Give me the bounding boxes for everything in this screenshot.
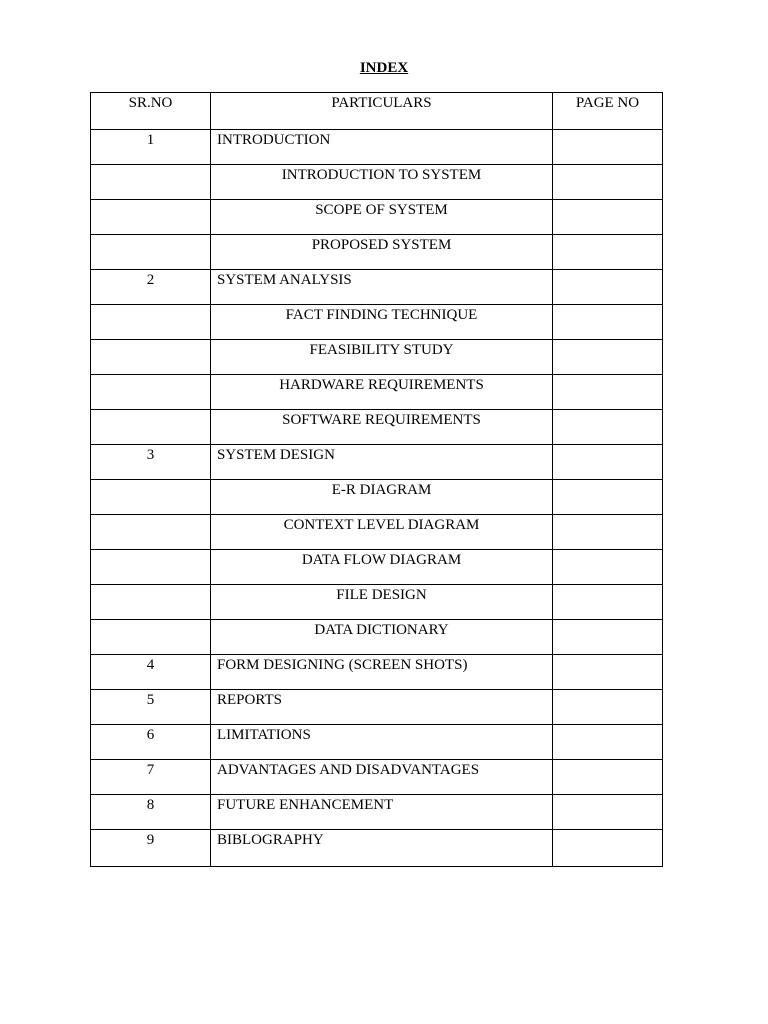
row-sub-topic: FEASIBILITY STUDY <box>211 340 553 375</box>
row-sub-topic: SOFTWARE REQUIREMENTS <box>211 410 553 445</box>
row-sr-no <box>91 375 211 410</box>
row-sr-no: 4 <box>91 655 211 690</box>
table-row <box>91 690 663 725</box>
header-particulars: PARTICULARS <box>211 93 553 130</box>
row-sub-topic: DATA FLOW DIAGRAM <box>211 550 553 585</box>
row-sr-no: 1 <box>91 130 211 165</box>
row-sr-no <box>91 305 211 340</box>
row-topic: FORM DESIGNING (SCREEN SHOTS) <box>211 655 553 690</box>
row-sub-topic: DATA DICTIONARY <box>211 620 553 655</box>
table-row <box>91 410 663 445</box>
row-sub-topic: HARDWARE REQUIREMENTS <box>211 375 553 410</box>
table-row <box>91 830 663 867</box>
table-row <box>91 165 663 200</box>
index-body <box>91 130 663 867</box>
row-sr-no <box>91 585 211 620</box>
table-row <box>91 725 663 760</box>
row-topic: INTRODUCTION <box>211 130 553 165</box>
row-sr-no: 9 <box>91 830 211 867</box>
row-sr-no: 6 <box>91 725 211 760</box>
row-page-no <box>553 830 663 867</box>
table-row <box>91 655 663 690</box>
row-topic: SYSTEM ANALYSIS <box>211 270 553 305</box>
row-sr-no <box>91 515 211 550</box>
row-page-no <box>553 410 663 445</box>
table-row <box>91 235 663 270</box>
row-page-no <box>553 165 663 200</box>
table-row <box>91 550 663 585</box>
table-row <box>91 130 663 165</box>
row-sub-topic: FILE DESIGN <box>211 585 553 620</box>
row-topic: SYSTEM DESIGN <box>211 445 553 480</box>
row-page-no <box>553 270 663 305</box>
row-topic: FUTURE ENHANCEMENT <box>211 795 553 830</box>
row-sr-no: 7 <box>91 760 211 795</box>
row-page-no <box>553 655 663 690</box>
row-topic: ADVANTAGES AND DISADVANTAGES <box>211 760 553 795</box>
table-row <box>91 270 663 305</box>
row-page-no <box>553 690 663 725</box>
index-table <box>90 92 663 867</box>
row-sr-no: 8 <box>91 795 211 830</box>
row-topic: BIBLOGRAPHY <box>211 830 553 867</box>
header-row <box>91 93 663 130</box>
table-row <box>91 620 663 655</box>
row-sr-no <box>91 480 211 515</box>
row-page-no <box>553 340 663 375</box>
row-page-no <box>553 515 663 550</box>
header-sr-no: SR.NO <box>91 93 211 130</box>
row-sub-topic: PROPOSED SYSTEM <box>211 235 553 270</box>
row-sr-no <box>91 340 211 375</box>
table-row <box>91 795 663 830</box>
row-page-no <box>553 305 663 340</box>
row-page-no <box>553 130 663 165</box>
row-page-no <box>553 550 663 585</box>
row-page-no <box>553 795 663 830</box>
row-sr-no <box>91 550 211 585</box>
table-row <box>91 585 663 620</box>
row-page-no <box>553 620 663 655</box>
row-page-no <box>553 480 663 515</box>
row-sr-no: 5 <box>91 690 211 725</box>
row-page-no <box>553 585 663 620</box>
row-sr-no: 2 <box>91 270 211 305</box>
page-title: INDEX <box>359 60 409 76</box>
table-row <box>91 480 663 515</box>
row-sr-no <box>91 235 211 270</box>
table-row <box>91 445 663 480</box>
row-page-no <box>553 445 663 480</box>
row-sr-no: 3 <box>91 445 211 480</box>
row-topic: REPORTS <box>211 690 553 725</box>
table-row <box>91 200 663 235</box>
row-sub-topic: E-R DIAGRAM <box>211 480 553 515</box>
row-sr-no <box>91 165 211 200</box>
row-sr-no <box>91 620 211 655</box>
row-sr-no <box>91 200 211 235</box>
row-sub-topic: CONTEXT LEVEL DIAGRAM <box>211 515 553 550</box>
row-sr-no <box>91 410 211 445</box>
row-page-no <box>553 235 663 270</box>
table-row <box>91 340 663 375</box>
table-row <box>91 515 663 550</box>
row-sub-topic: SCOPE OF SYSTEM <box>211 200 553 235</box>
table-row <box>91 305 663 340</box>
row-sub-topic: FACT FINDING TECHNIQUE <box>211 305 553 340</box>
row-page-no <box>553 725 663 760</box>
row-page-no <box>553 200 663 235</box>
row-page-no <box>553 760 663 795</box>
row-topic: LIMITATIONS <box>211 725 553 760</box>
header-page-no: PAGE NO <box>553 93 663 130</box>
table-row <box>91 375 663 410</box>
row-page-no <box>553 375 663 410</box>
table-row <box>91 760 663 795</box>
row-sub-topic: INTRODUCTION TO SYSTEM <box>211 165 553 200</box>
